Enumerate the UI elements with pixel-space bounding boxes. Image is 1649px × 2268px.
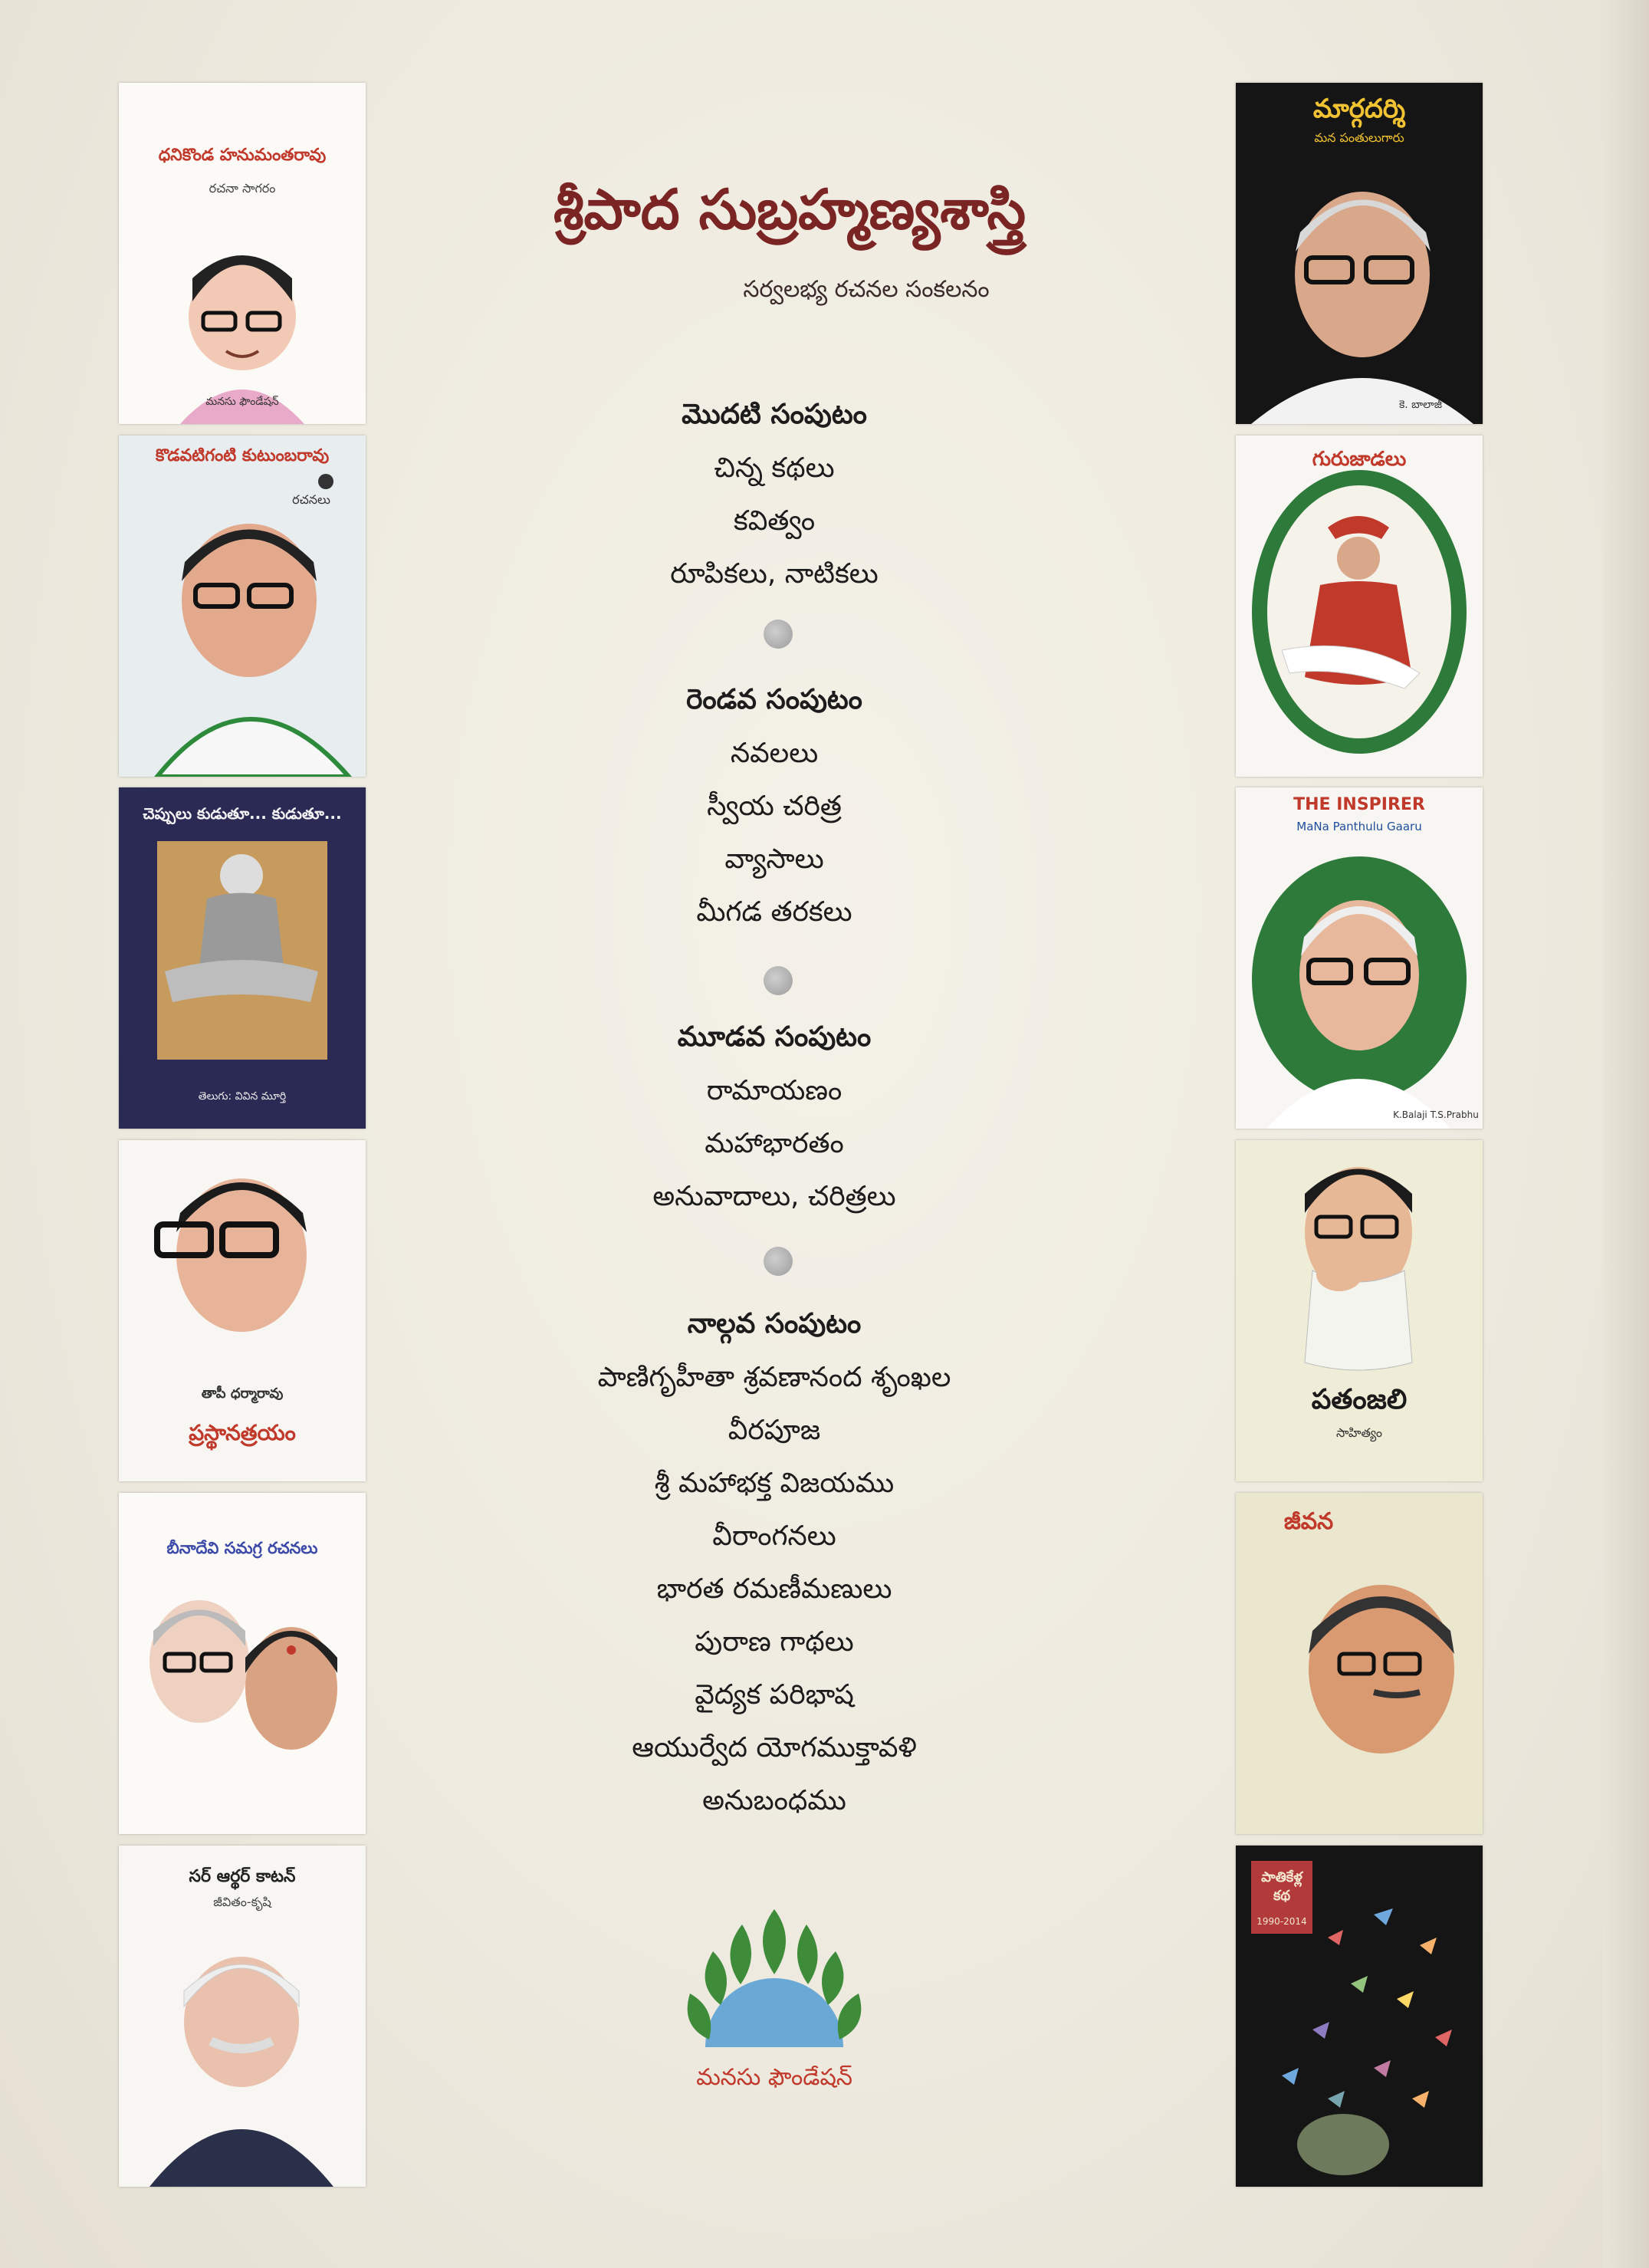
book-subtitle: సర్వలభ్య రచనల సంకలనం [743,276,990,303]
volume-item: రామాయణం [706,1075,843,1106]
volume-item: అనుబంధము [702,1785,846,1816]
cover-subtitle: జీవితం-కృషి [213,1895,271,1909]
cover-subtitle: సాహిత్యం [1336,1425,1382,1440]
cover-footer: మనసు ఫౌండేషన్ [205,396,279,408]
volume-title: రెండవ సంపుటం [686,684,862,715]
cover-right-5 [1236,1493,1483,1834]
volume-item: వ్యాసాలు [724,843,824,875]
cover-right-3 [1236,787,1483,1129]
cover-left-5 [119,1493,366,1834]
volume-title: నాల్గవ సంపుటం [687,1308,862,1339]
cover-subtitle: రచనలు [292,492,330,507]
cover-subtitle: మన పంతులుగారు [1314,130,1404,145]
separator-dot-icon [764,620,793,649]
volume-1 [445,388,1104,600]
volume-title: మూడవ సంపుటం [677,1021,872,1053]
cover-footer: తెలుగు: వివిన మూర్తి [198,1090,287,1103]
volume-3 [445,1011,1104,1223]
publisher-logo [659,1894,889,2101]
cover-title: సర్ ఆర్థర్ కాటన్ [189,1867,296,1886]
cover-right-1 [1236,83,1483,424]
volume-item: అనువాదాలు, చరిత్రలు [652,1181,896,1212]
publisher-name: మనసు ఫౌండేషన్ [696,2064,852,2091]
cover-subtitle: 1990-2014 [1256,1916,1307,1927]
volume-item: మహాభారతం [705,1128,844,1159]
cover-title: మార్గదర్శి [1312,94,1406,124]
volume-item: మీగడ తరకలు [696,896,852,928]
cover-left-3 [119,787,366,1129]
cover-subtitle: MaNa Panthulu Gaaru [1296,820,1422,833]
volume-item: ఆయుర్వేద యోగముక్తావళి [632,1732,917,1763]
separator-dot-icon [764,966,793,995]
cover-footer: K.Balaji T.S.Prabhu [1393,1109,1479,1120]
volume-item: చిన్న కథలు [714,452,835,484]
cover-right-2 [1236,436,1483,777]
cover-left-2 [119,436,366,777]
volume-item: వీరాంగనలు [712,1520,836,1552]
book-title: శ్రీపాద సుబ్రహ్మణ్యశాస్త్రి [553,176,1027,242]
volume-title: మొదటి సంపుటం [682,399,867,430]
volume-item: స్వీయ చరిత్ర [707,791,842,822]
cover-left-1 [119,83,366,424]
cover-title: జీవన [1283,1508,1334,1535]
cover-title: పతంజలి [1311,1384,1408,1415]
cover-title: బీనాదేవి సమగ్ర రచనలు [166,1539,318,1557]
cover-right-6 [1236,1846,1483,2187]
cover-title: గురుజాడలు [1312,448,1407,471]
separator-dot-icon [764,1247,793,1276]
cover-title: పాతికేళ్ల కథ [1261,1869,1302,1904]
volume-item: వైద్యక పరిభాష [695,1679,854,1711]
volume-item: రూపికలు, నాటికలు [670,558,879,590]
cover-right-4 [1236,1140,1483,1481]
volume-item: వీరపూజ [728,1415,821,1446]
volume-item: పాణిగృహీతా శ్రవణానంద శృంఖల [597,1362,951,1393]
volume-item: శ్రీ మహాభక్త విజయము [654,1468,895,1499]
cover-title: ధనికొండ హనుమంతరావు [158,146,327,165]
volume-item: భారత రమణీమణులు [656,1573,892,1605]
volume-4 [445,1297,1104,1827]
volume-item: నవలలు [730,738,819,769]
cover-title: తాపీ ధర్మారావు [201,1385,284,1402]
cover-title: కొడవటిగంటి కుటుంబరావు [155,446,330,465]
cover-subtitle: ప్రస్థానత్రయం [189,1420,296,1445]
volume-2 [445,673,1104,938]
cover-title: చెప్పులు కుడుతూ... కుడుతూ... [143,804,342,823]
cover-title: THE INSPIRER [1293,795,1425,814]
cover-left-6 [119,1846,366,2187]
cover-footer: కె. బాలాజీ [1398,399,1443,411]
cover-left-4 [119,1140,366,1481]
cover-subtitle: రచనా సాగరం [209,181,276,196]
spine-edge [1603,0,1649,2268]
volume-item: కవిత్వం [733,505,816,537]
volume-item: పురాణ గాథలు [695,1626,854,1658]
